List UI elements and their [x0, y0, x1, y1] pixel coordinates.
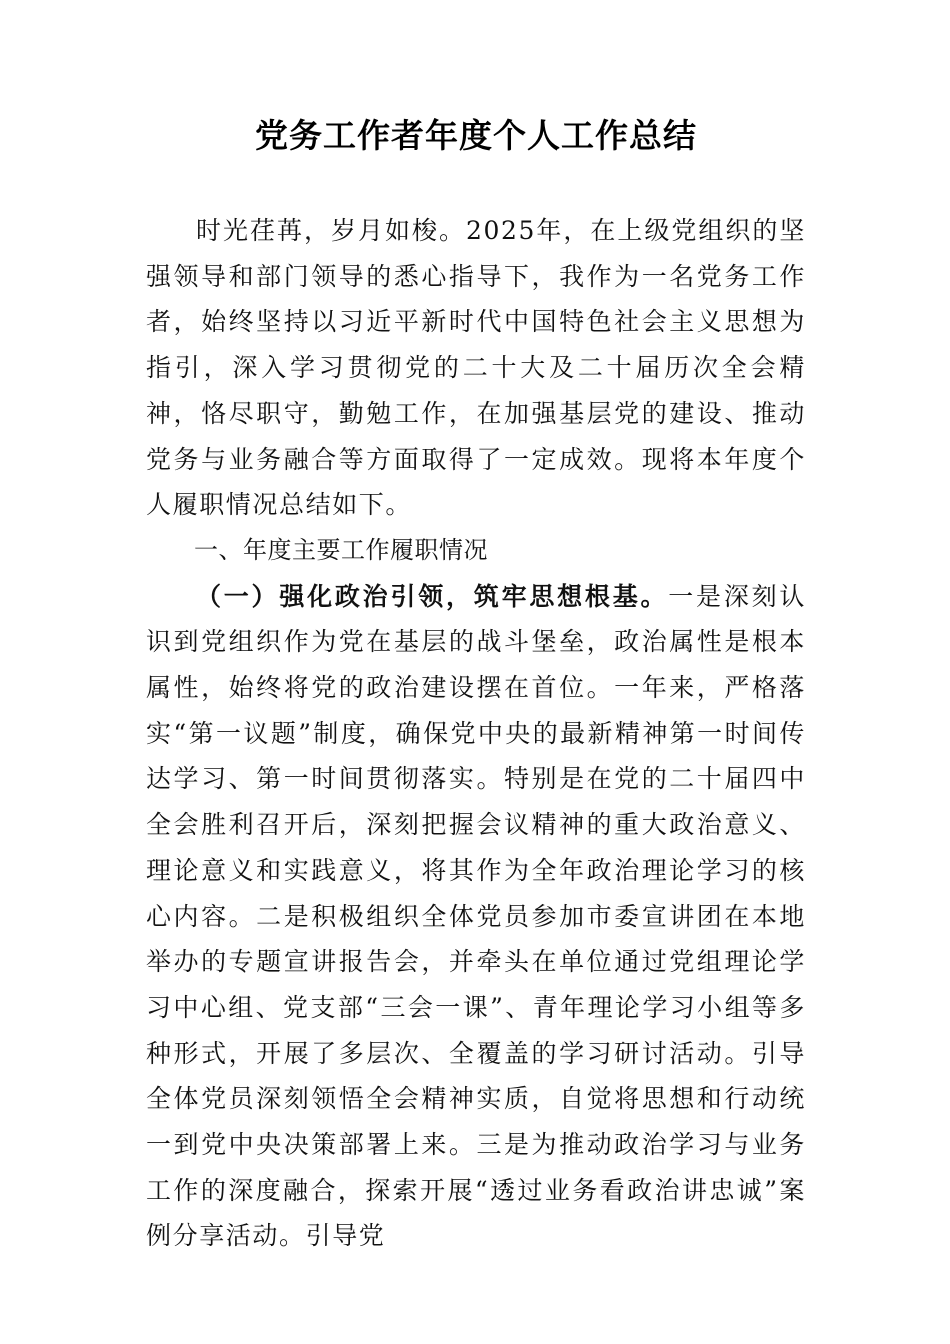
document-title: 党务工作者年度个人工作总结 [255, 116, 697, 155]
document-page [146, 110, 806, 1259]
subsection-heading: （一）强化政治引领，筑牢思想根基。 [196, 581, 669, 611]
intro-paragraph: 时光荏苒，岁月如梭。2025年，在上级党组织的坚强领导和部门领导的悉心指导下，我作为一名党务工作者，始终坚持以习近平新时代中国特色社会主义思想为指引，深入学习贯彻党的二十大及二十届历次全会精神，恪尽职守，勤勉工作，在加强基层党的建设、推动党务与业务融合等方面取得了一定成效。现将本年度个人履职情况总结如下。 [146, 216, 806, 520]
subsection-paragraph [146, 574, 806, 1260]
subsection-body: 一是深刻认识到党组织作为党在基层的战斗堡垒，政治属性是根本属性，始终将党的政治建设摆在首位。一年来，严格落实“第一议题”制度，确保党中央的最新精神第一时间传达学习、第一时间贯彻落实。特别是在党的二十届四中全会胜利召开后，深刻把握会议精神的重大政治意义、理论意义和实践意义，将其作为全年政治理论学习的核心内容。二是积极组织全体党员参加市委宣讲团在本地举办的专题宣讲报告会，并牵头在单位通过党组理论学习中心组、党支部“三会一课”、青年理论学习小组等多种形式，开展了多层次、全覆盖的学习研讨活动。引导全体党员深刻领悟全会精神实质，自觉将思想和行动统一到党中央决策部署上来。三是为推动政治学习与业务工作的深度融合，探索开展“透过业务看政治讲忠诚”案例分享活动。引导党 [146, 581, 806, 1251]
section-heading: 一、年度主要工作履职情况 [194, 535, 488, 564]
